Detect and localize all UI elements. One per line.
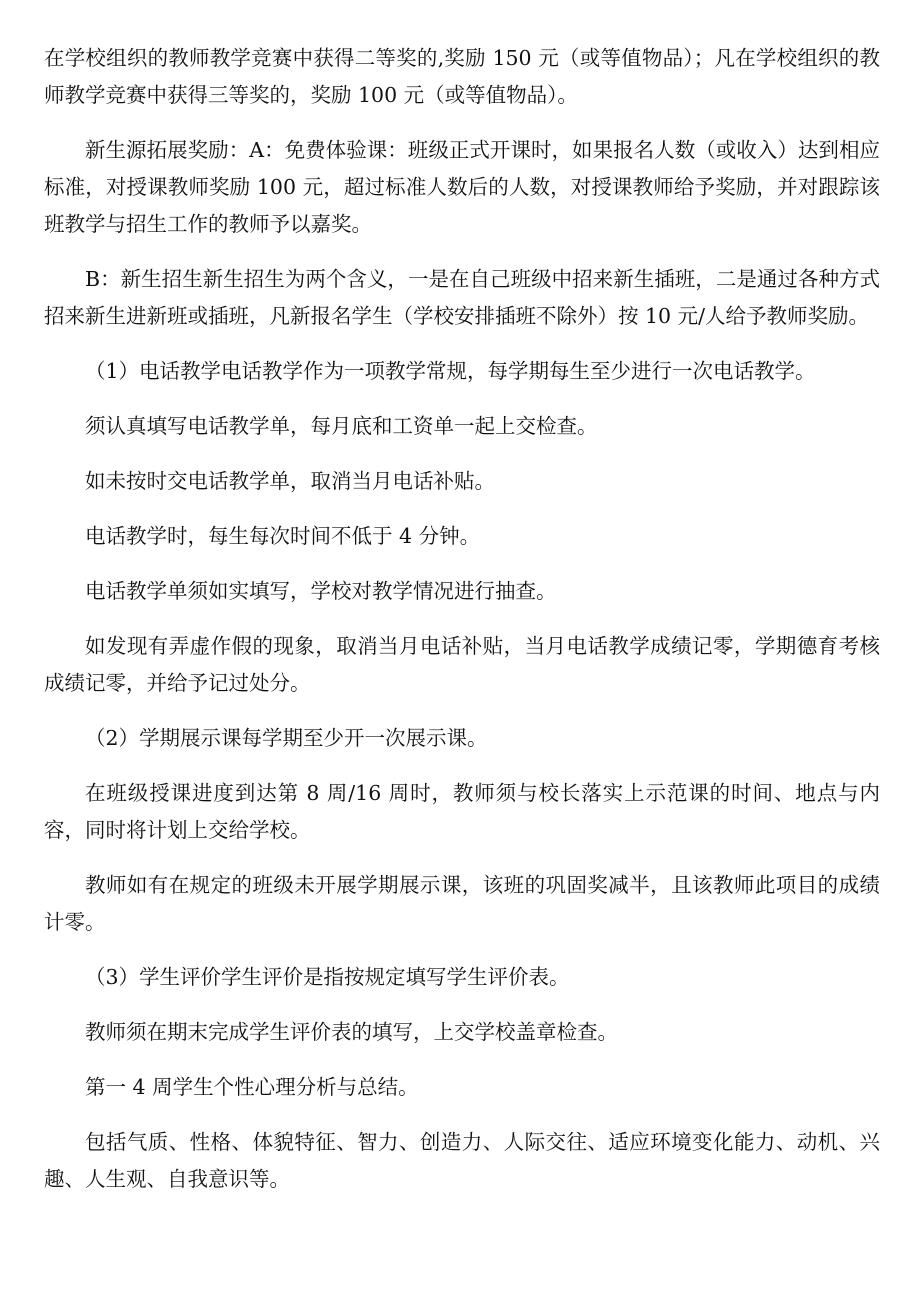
- paragraph-11: 在班级授课进度到达第 8 周/16 周时，教师须与校长落实上示范课的时间、地点与内容，同时将计划上交给学校。: [44, 781, 880, 842]
- paragraph-3: B：新生招生新生招生为两个含义，一是在自己班级中招来新生插班，二是通过各种方式招来新生进新班或插班，凡新报名学生（学校安排插班不除外）按 10 元/人给予教师奖励。: [44, 267, 880, 328]
- paragraph-15: 第一 4 周学生个性心理分析与总结。: [85, 1075, 419, 1099]
- paragraph-10: （2）学期展示课每学期至少开一次展示课。: [85, 726, 488, 750]
- paragraph-14: 教师须在期末完成学生评价表的填写，上交学校盖章检查。: [85, 1020, 618, 1044]
- paragraph-8: 电话教学单须如实填写，学校对教学情况进行抽查。: [85, 579, 557, 603]
- paragraph-9: 如发现有弄虚作假的现象，取消当月电话补贴，当月电话教学成绩记零，学期德育考核成绩记零，并给予记过处分。: [44, 634, 880, 695]
- paragraph-12: 教师如有在规定的班级未开展学期展示课，该班的巩固奖减半，且该教师此项目的成绩计零。: [44, 873, 880, 934]
- paragraph-13: （3）学生评价学生评价是指按规定填写学生评价表。: [85, 965, 570, 989]
- paragraph-5: 须认真填写电话教学单，每月底和工资单一起上交检查。: [85, 414, 598, 438]
- paragraph-2: 新生源拓展奖励：A：免费体验课：班级正式开课时，如果报名人数（或收入）达到相应标准，对授课教师奖励 100 元，超过标准人数后的人数，对授课教师给予奖励，并对跟踪该班教学与招生工作的教师予以嘉奖。: [44, 138, 880, 236]
- paragraph-16: 包括气质、性格、体貌特征、智力、创造力、人际交往、适应环境变化能力、动机、兴趣、人生观、自我意识等。: [44, 1130, 880, 1191]
- paragraph-7: 电话教学时，每生每次时间不低于 4 分钟。: [85, 524, 481, 548]
- paragraph-6: 如未按时交电话教学单，取消当月电话补贴。: [85, 469, 495, 493]
- paragraph-4: （1）电话教学电话教学作为一项教学常规，每学期每生至少进行一次电话教学。: [85, 359, 816, 383]
- paragraph-1: 在学校组织的教师教学竞赛中获得二等奖的,奖励 150 元（或等值物品）；凡在学校组织的教师教学竞赛中获得三等奖的，奖励 100 元（或等值物品）。: [44, 46, 880, 107]
